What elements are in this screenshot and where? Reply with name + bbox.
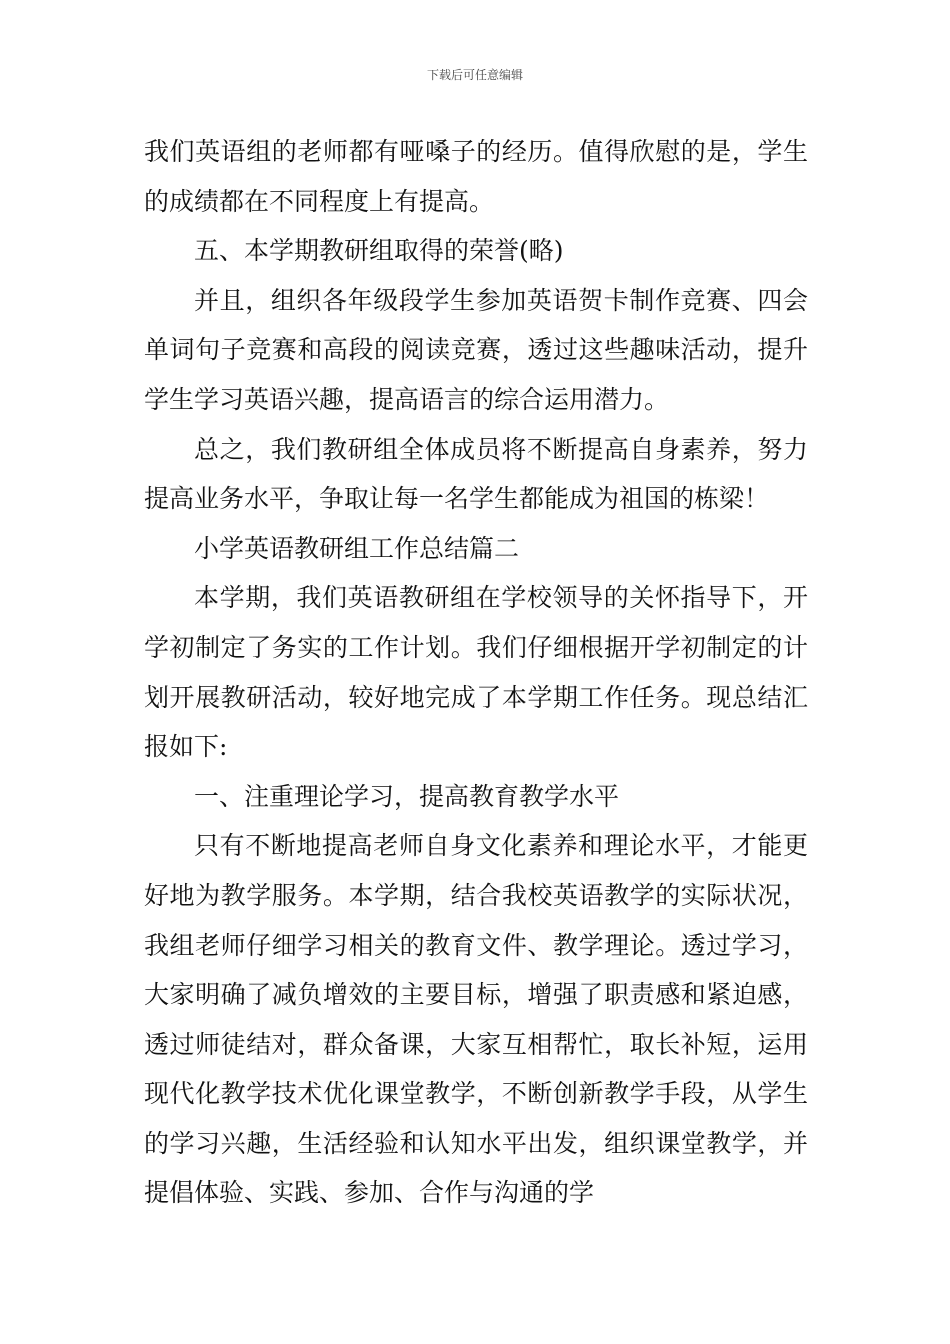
paragraph-theory-study: 只有不断地提高老师自身文化素养和理论水平，才能更好地为教学服务。本学期，结合我校英语教学的实际状况，我组老师仔细学习相关的教育文件、教学理论。透过学习，大家明确了减负增效的主要目标，增强了职责感和紧迫感，透过师徒结对，群众备课，大家互相帮忙，取长补短，运用现代化教学技术优化课堂教学，不断创新教学手段，从学生的学习兴趣，生活经验和认知水平出发，组织课堂教学，并提倡体验、实践、参加、合作与沟通的学: [144, 831, 808, 1208]
paragraph-competitions: 并且，组织各年级段学生参加英语贺卡制作竞赛、四会单词句子竞赛和高段的阅读竞赛，透过这些趣味活动，提升学生学习英语兴趣，提高语言的综合运用潜力。: [144, 285, 808, 414]
article-title-part-two: 小学英语教研组工作总结篇二: [194, 533, 520, 563]
paragraph-conclusion: 总之，我们教研组全体成员将不断提高自身素养，努力提高业务水平，争取让每一名学生都能成为祖国的栋梁！: [144, 434, 808, 514]
document-body: [144, 127, 808, 1218]
section-heading-honors: 五、本学期教研组取得的荣誉(略): [194, 236, 564, 266]
paragraph-continuation: 我们英语组的老师都有哑嗓子的经历。值得欣慰的是，学生的成绩都在不同程度上有提高。: [144, 137, 808, 216]
section-heading-theory: 一、注重理论学习，提高教育教学水平: [194, 781, 620, 811]
page-header: 下载后可任意编辑: [426, 68, 523, 82]
paragraph-intro: 本学期，我们英语教研组在学校领导的关怀指导下，开学初制定了务实的工作计划。我们仔细根据开学初制定的计划开展教研活动，较好地完成了本学期工作任务。现总结汇报如下:: [144, 583, 808, 762]
